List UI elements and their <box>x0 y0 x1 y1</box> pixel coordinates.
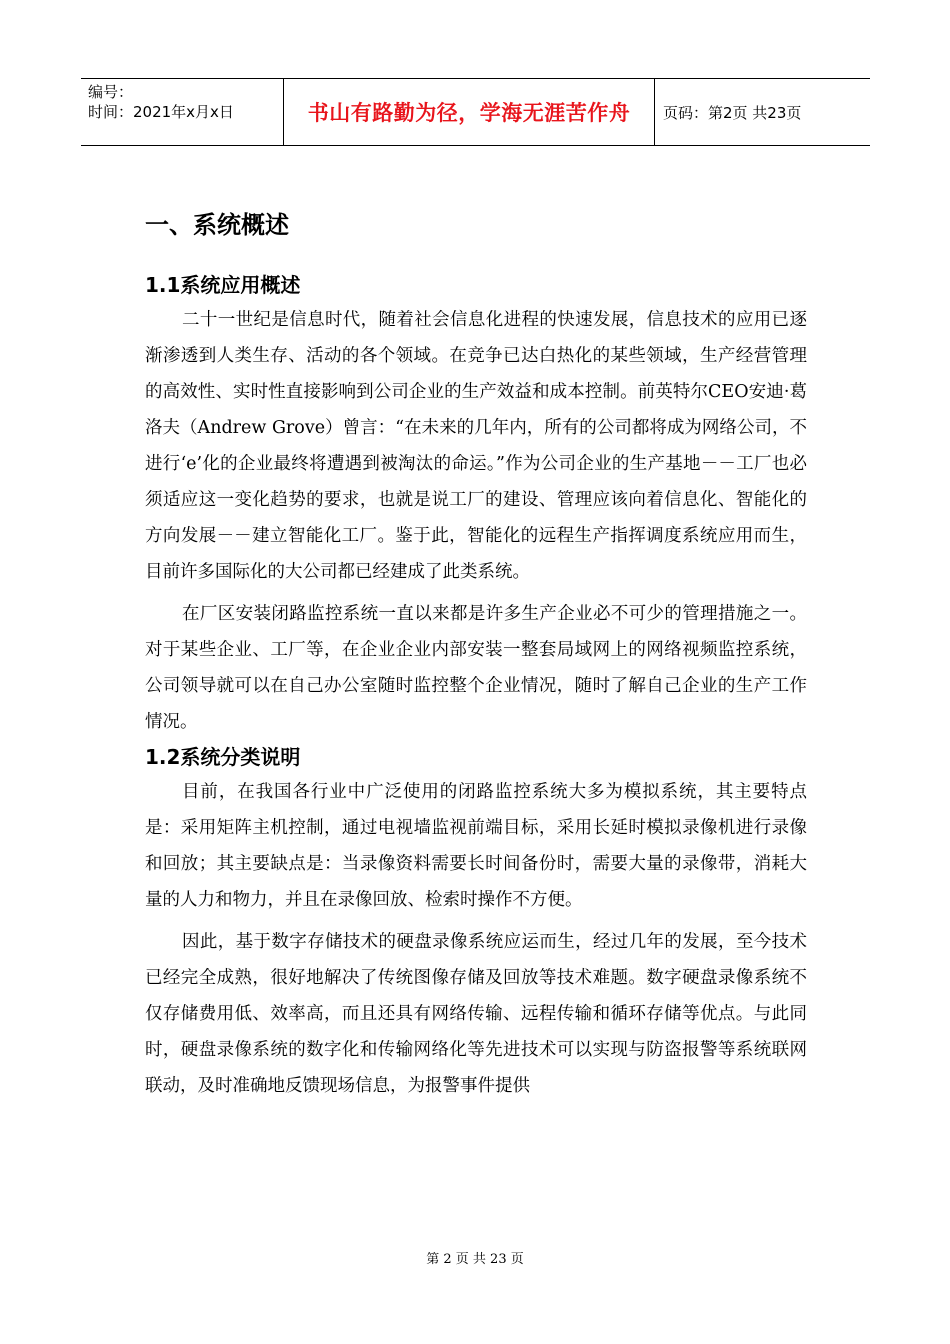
header-page-cell <box>655 79 870 145</box>
paragraph: 二十一世纪是信息时代，随着社会信息化进程的快速发展，信息技术的应用已逐渐渗透到人类生存、活动的各个领域。在竞争已达白热化的某些领域，生产经营管理的高效性、实时性直接影响到公司企业的生产效益和成本控制。前英特尔CEO安迪·葛洛夫（Andrew Grove）曾言：“在未来的几年内，所有的公司都将成为网络公司，不进行‘e’化的企业最终将遭遇到被淘汰的命运。”作为公司企业的生产基地－－工厂也必须适应这一变化趋势的要求，也就是说工厂的建设、管理应该向着信息化、智能化的方向发展－－建立智能化工厂。鉴于此，智能化的远程生产指挥调度系统应用而生，目前许多国际化的大公司都已经建成了此类系统。 <box>145 310 807 582</box>
document-header <box>81 78 870 146</box>
header-motto-cell <box>284 79 655 145</box>
section-title: 一、系统概述 <box>145 211 289 239</box>
header-page-info: 页码：第2页 共23页 <box>663 103 802 122</box>
paragraph: 目前，在我国各行业中广泛使用的闭路监控系统大多为模拟系统，其主要特点是：采用矩阵主机控制，通过电视墙监视前端目标，采用长延时模拟录像机进行录像和回放；其主要缺点是：当录像资料需要长时间备份时，需要大量的录像带，消耗大量的人力和物力，并且在录像回放、检索时操作不方便。 <box>145 782 807 910</box>
paragraph: 在厂区安装闭路监控系统一直以来都是许多生产企业必不可少的管理措施之一。对于某些企业、工厂等，在企业企业内部安装一整套局域网上的网络视频监控系统，公司领导就可以在自己办公室随时监控整个企业情况，随时了解自己企业的生产工作情况。 <box>145 604 807 732</box>
header-meta-cell <box>81 79 284 145</box>
document-time-label: 时间：2021年x月x日 <box>88 103 234 121</box>
subsection-title-1-2: 1.2系统分类说明 <box>145 745 301 769</box>
document-number-label: 编号： <box>88 83 134 101</box>
document-body <box>145 208 807 1104</box>
header-motto: 书山有路勤为径，学海无涯苦作舟 <box>307 101 631 125</box>
subsection-title-1-1: 1.1系统应用概述 <box>145 273 301 297</box>
page-footer: 第 2 页 共 23 页 <box>426 1252 524 1267</box>
paragraph: 因此，基于数字存储技术的硬盘录像系统应运而生，经过几年的发展，至今技术已经完全成熟，很好地解决了传统图像存储及回放等技术难题。数字硬盘录像系统不仅存储费用低、效率高，而且还具有网络传输、远程传输和循环存储等优点。与此同时，硬盘录像系统的数字化和传输网络化等先进技术可以实现与防盗报警等系统联网联动，及时准确地反馈现场信息，为报警事件提供 <box>145 932 807 1096</box>
